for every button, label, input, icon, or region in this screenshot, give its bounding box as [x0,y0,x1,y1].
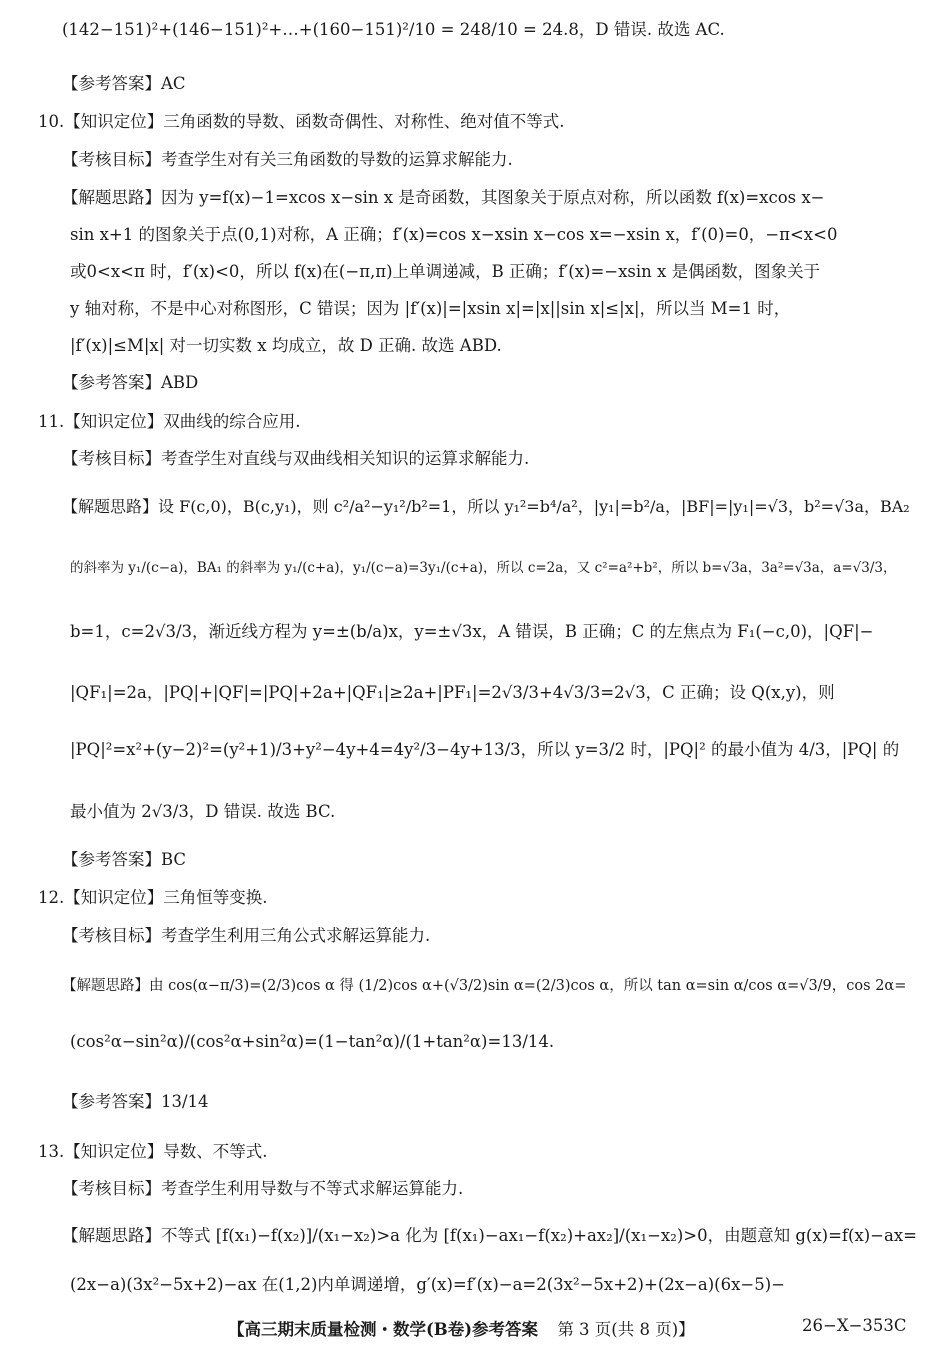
text-line: 10.【知识定位】三角函数的导数、函数奇偶性、对称性、绝对值不等式. [38,112,565,131]
text-line: (142−151)²+(146−151)²+…+(160−151)²/10 = 248/10 = 24.8，D 错误. 故选 AC. [62,20,725,39]
text-line: 【解题思路】设 F(c,0)，B(c,y₁)，则 c²/a²−y₁²/b²=1，所以 y₁²=b⁴/a²，|y₁|=b²/a，|BF|=|y₁|=√3，b²=√3a，BA₂ [62,497,910,516]
footer-page-number: 第 3 页(共 8 页)】 [557,1320,695,1339]
text-line: 【参考答案】AC [62,74,186,93]
footer-title-text: 【高三期末质量检测・数学(B卷)参考答案 [228,1320,539,1339]
text-line: 【参考答案】13/14 [62,1092,209,1111]
footer-title [228,1316,695,1340]
footer-code: 26−X−353C [802,1316,907,1335]
text-line: 13.【知识定位】导数、不等式. [38,1142,268,1161]
text-line: 【解题思路】不等式 [f(x₁)−f(x₂)]/(x₁−x₂)>a 化为 [f(x₁)−ax₁−f(x₂)+ax₂]/(x₁−x₂)>0，由题意知 g(x)=f(x)−ax= [62,1226,917,1245]
text-line: y 轴对称，不是中心对称图形，C 错误；因为 |f′(x)|=|xsin x|=|x||sin x|≤|x|，所以当 M=1 时， [70,299,791,318]
text-line: |QF₁|=2a，|PQ|+|QF|=|PQ|+2a+|QF₁|≥2a+|PF₁|=2√3/3+4√3/3=2√3，C 正确；设 Q(x,y)，则 [70,683,835,702]
text-line: 12.【知识定位】三角恒等变换. [38,888,268,907]
text-line: 【考核目标】考查学生利用导数与不等式求解运算能力. [62,1179,464,1198]
text-line: |PQ|²=x²+(y−2)²=(y²+1)/3+y²−4y+4=4y²/3−4y+13/3，所以 y=3/2 时，|PQ|² 的最小值为 4/3，|PQ| 的 [70,740,900,759]
text-line: |f′(x)|≤M|x| 对一切实数 x 均成立，故 D 正确. 故选 ABD. [70,336,502,355]
text-line: 【参考答案】ABD [62,373,199,392]
text-line: 【解题思路】由 cos(α−π/3)=(2/3)cos α 得 (1/2)cos α+(√3/2)sin α=(2/3)cos α，所以 tan α=sin α/cos α=√3/9，cos 2α= [62,978,907,994]
text-line: b=1，c=2√3/3，渐近线方程为 y=±(b/a)x，y=±√3x，A 错误，B 正确；C 的左焦点为 F₁(−c,0)，|QF|− [70,622,874,641]
text-line: 【考核目标】考查学生对直线与双曲线相关知识的运算求解能力. [62,449,530,468]
text-line: 最小值为 2√3/3，D 错误. 故选 BC. [70,802,336,821]
text-line: 【解题思路】因为 y=f(x)−1=xcos x−sin x 是奇函数，其图象关于原点对称，所以函数 f(x)=xcos x− [62,188,825,207]
text-line: 或0<x<π 时，f′(x)<0，所以 f(x)在(−π,π)上单调递减，B 正确；f′(x)=−xsin x 是偶函数，图象关于 [70,262,821,281]
text-line: 【考核目标】考查学生利用三角公式求解运算能力. [62,926,431,945]
text-line: (cos²α−sin²α)/(cos²α+sin²α)=(1−tan²α)/(1+tan²α)=13/14. [70,1032,555,1051]
text-line: 【参考答案】BC [62,850,187,869]
text-line: (2x−a)(3x²−5x+2)−ax 在(1,2)内单调递增，g′(x)=f′(x)−a=2(3x²−5x+2)+(2x−a)(6x−5)− [70,1275,785,1294]
text-line: 11.【知识定位】双曲线的综合应用. [38,412,301,431]
text-line: 的斜率为 y₁/(c−a)，BA₁ 的斜率为 y₁/(c+a)，y₁/(c−a)=3y₁/(c+a)，所以 c=2a，又 c²=a²+b²，所以 b=√3a，3a²=√3a，a=√3/3， [70,560,897,576]
text-line: 【考核目标】考查学生对有关三角函数的导数的运算求解能力. [62,150,513,169]
text-line: sin x+1 的图象关于点(0,1)对称，A 正确；f′(x)=cos x−xsin x−cos x=−xsin x，f′(0)=0，−π<x<0 [70,225,838,244]
